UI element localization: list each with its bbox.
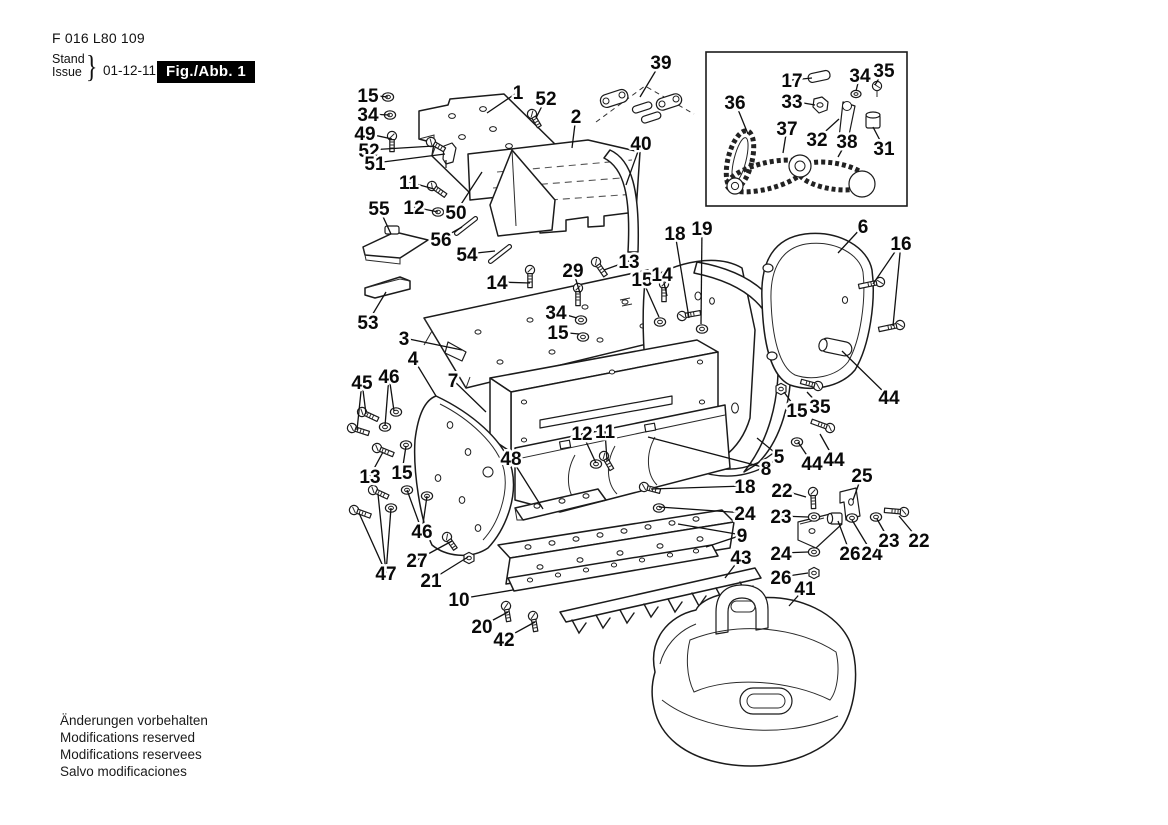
callout-10: 10 [448,590,470,611]
washer-fastener-icon [870,513,881,521]
callout-5: 5 [773,447,785,468]
bolt-fastener-icon [371,442,395,459]
callout-34: 34 [357,105,379,126]
bolt-fastener-icon [426,180,449,200]
callout-50: 50 [445,203,467,224]
callout-11: 11 [398,173,420,194]
washer-fastener-icon [575,316,586,324]
issue-label: Issue [52,65,82,79]
document-number: F 016 L80 109 [52,30,145,46]
callout-15: 15 [631,270,653,291]
callout-7: 7 [447,371,459,392]
callout-18: 18 [664,224,686,245]
callout-21: 21 [420,571,442,592]
callout-4: 4 [407,349,419,370]
footer-notes [60,712,208,780]
washer-fastener-icon [577,333,588,341]
callout-34: 34 [545,303,567,324]
part-54-rod [488,244,513,264]
part-55-tray [363,226,428,264]
callout-2: 2 [570,107,582,128]
callout-35: 35 [809,397,831,418]
callout-24: 24 [770,544,792,565]
bolt-fastener-icon [528,611,541,632]
footer-line-es: Salvo modificaciones [60,764,187,779]
callout-37: 37 [776,119,798,140]
callout-6: 6 [857,217,869,238]
callout-23: 23 [770,507,792,528]
callout-44: 44 [801,454,823,475]
bolt-fastener-icon [884,506,909,517]
leader-line [893,243,901,326]
callout-36: 36 [724,93,746,114]
callout-9: 9 [736,526,748,547]
washer-fastener-icon [654,318,665,326]
footer-line-en: Modifications reserved [60,730,196,745]
callout-35: 35 [873,61,895,82]
callout-49: 49 [354,124,376,145]
callout-15: 15 [547,323,569,344]
callout-31: 31 [873,139,895,160]
callout-3: 3 [398,329,410,350]
callout-26: 26 [770,568,792,589]
callout-32: 32 [806,130,828,151]
part-39-chain-link-kit [596,86,694,124]
washer-fastener-icon [390,408,401,416]
bolt-fastener-icon [525,265,534,287]
bolt-fastener-icon [501,601,514,622]
callout-51: 51 [364,154,386,175]
leader-line [378,494,386,573]
bolt-fastener-icon [808,487,818,509]
callout-15: 15 [391,463,413,484]
footer-line-de: Änderungen vorbehalten [60,713,208,728]
washer-fastener-icon [653,504,664,512]
callout-16: 16 [890,234,912,255]
callout-18: 18 [734,477,756,498]
leader-line [659,507,745,513]
callout-56: 56 [430,230,452,251]
callout-19: 19 [691,219,713,240]
callout-52: 52 [358,141,380,162]
callout-41: 41 [794,579,816,600]
nut-fastener-icon [809,567,819,578]
callout-47: 47 [375,564,397,585]
callout-55: 55 [368,199,390,220]
callout-52: 52 [535,89,557,110]
callout-24: 24 [734,504,756,525]
callout-44: 44 [878,388,900,409]
callout-17: 17 [781,71,803,92]
callout-1: 1 [512,83,524,104]
stand-label: Stand [52,52,85,66]
callout-27: 27 [406,551,428,572]
bolt-fastener-icon [348,504,372,520]
part-53-pad [365,277,410,298]
callout-42: 42 [493,630,515,651]
washer-fastener-icon [808,548,819,556]
washer-fastener-icon [696,325,707,333]
callout-23: 23 [878,531,900,552]
brace-glyph: } [85,48,98,84]
leader-line [651,486,745,489]
callout-39: 39 [650,53,672,74]
callout-43: 43 [730,548,752,569]
callout-13: 13 [618,252,640,273]
callout-26: 26 [839,544,861,565]
part-41-grass-cover [652,585,855,766]
washer-fastener-icon [791,438,802,446]
callout-22: 22 [771,481,793,502]
callout-29: 29 [562,261,584,282]
callout-45: 45 [351,373,373,394]
callout-25: 25 [851,466,873,487]
callout-34: 34 [849,66,871,87]
figure-label: Fig./Abb. 1 [157,61,255,83]
callout-13: 13 [359,467,381,488]
callout-54: 54 [456,245,478,266]
bolt-fastener-icon [810,417,836,434]
callout-48: 48 [500,449,522,470]
issue-date: 01-12-11 [103,63,157,78]
callout-14: 14 [486,273,508,294]
sleeve-fastener-icon [827,513,842,524]
footer-line-fr: Modifications reservees [60,747,202,762]
callout-14: 14 [651,265,673,286]
bolt-fastener-icon [878,320,906,334]
callout-11: 11 [594,422,616,443]
callout-46: 46 [378,367,400,388]
callout-20: 20 [471,617,493,638]
callout-22: 22 [908,531,930,552]
callout-12: 12 [403,198,425,219]
callout-46: 46 [411,522,433,543]
washer-fastener-icon [590,460,601,468]
callout-33: 33 [781,92,803,113]
bolt-fastener-icon [590,256,610,279]
callout-24: 24 [861,544,883,565]
callout-8: 8 [760,459,772,480]
callout-12: 12 [571,424,593,445]
washer-fastener-icon [808,513,819,521]
callout-44: 44 [823,450,845,471]
callout-53: 53 [357,313,379,334]
callout-38: 38 [836,132,858,153]
callout-15: 15 [357,86,379,107]
callout-40: 40 [630,134,652,155]
callout-15: 15 [786,401,808,422]
